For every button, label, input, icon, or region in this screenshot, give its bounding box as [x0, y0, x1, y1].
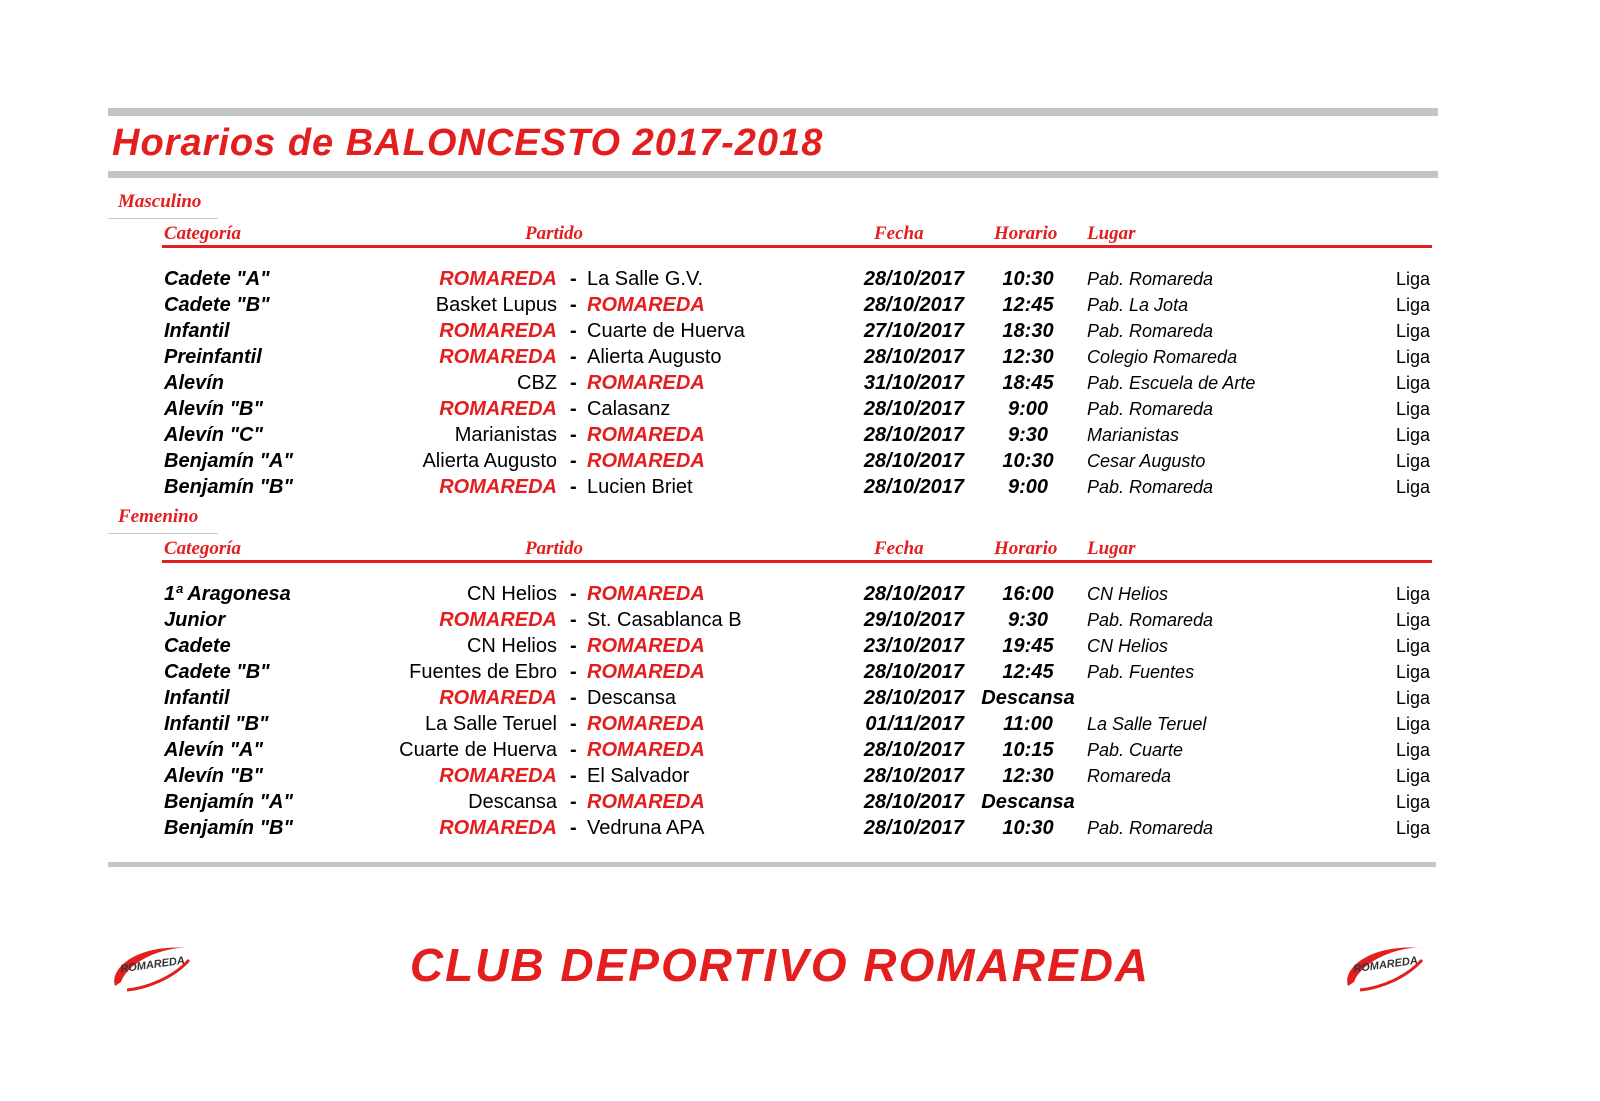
away-team-cell: Lucien Briet	[587, 476, 693, 498]
place-cell: Pab. Romareda	[1087, 477, 1214, 497]
home-team-cell: ROMAREDA	[439, 476, 557, 498]
place-cell: Pab. Romareda	[1087, 818, 1214, 838]
column-header-categoria: Categoría	[164, 538, 242, 559]
match-separator: -	[570, 268, 577, 290]
place-cell: Marianistas	[1087, 425, 1180, 445]
time-cell: 18:30	[1002, 320, 1054, 342]
date-cell: 28/10/2017	[863, 817, 964, 839]
date-cell: 28/10/2017	[863, 398, 964, 420]
table-row	[0, 396, 1600, 422]
top-rule	[108, 108, 1438, 116]
time-cell: 12:30	[1002, 765, 1054, 787]
home-team-cell: ROMAREDA	[439, 609, 557, 631]
table-row	[0, 607, 1600, 633]
table-row	[0, 474, 1600, 500]
time-cell: 10:30	[1002, 817, 1054, 839]
category-cell: Benjamín "A"	[164, 450, 293, 472]
competition-cell: Liga	[1395, 714, 1430, 734]
category-cell: Benjamín "A"	[164, 791, 293, 813]
match-separator: -	[570, 817, 577, 839]
category-cell: Infantil	[164, 320, 230, 342]
category-cell: Alevín "C"	[164, 424, 263, 446]
competition-cell: Liga	[1395, 269, 1430, 289]
place-cell: Pab. Romareda	[1087, 399, 1214, 419]
time-cell: 10:30	[1002, 268, 1054, 290]
competition-cell: Liga	[1395, 451, 1430, 471]
match-separator: -	[570, 739, 577, 761]
place-cell: Pab. Romareda	[1087, 610, 1214, 630]
place-cell: Colegio Romareda	[1087, 347, 1238, 367]
match-separator: -	[570, 398, 577, 420]
home-team-cell: ROMAREDA	[439, 268, 557, 290]
page-title: Horarios de BALONCESTO 2017-2018	[112, 122, 824, 164]
competition-cell: Liga	[1395, 425, 1430, 445]
time-cell: 9:30	[1007, 424, 1049, 446]
home-team-cell: La Salle Teruel	[425, 713, 557, 735]
category-cell: Alevín	[164, 372, 225, 394]
column-header-partido: Partido	[525, 223, 584, 244]
date-cell: 28/10/2017	[863, 476, 964, 498]
category-cell: 1ª Aragonesa	[164, 583, 291, 605]
column-header-lugar: Lugar	[1087, 223, 1136, 244]
home-team-cell: ROMAREDA	[439, 765, 557, 787]
category-cell: Infantil "B"	[164, 713, 269, 735]
date-cell: 27/10/2017	[863, 320, 964, 342]
time-cell: Descansa	[981, 791, 1075, 813]
match-separator: -	[570, 294, 577, 316]
place-cell: Pab. Romareda	[1087, 269, 1214, 289]
home-team-cell: CN Helios	[466, 583, 557, 605]
match-separator: -	[570, 635, 577, 657]
table-row	[0, 815, 1600, 841]
match-separator: -	[570, 424, 577, 446]
place-cell: La Salle Teruel	[1087, 714, 1207, 734]
match-separator: -	[570, 320, 577, 342]
category-cell: Benjamín "B"	[164, 817, 293, 839]
place-cell: CN Helios	[1087, 636, 1169, 656]
category-cell: Alevín "A"	[164, 739, 263, 761]
home-team-cell: Cuarte de Huerva	[399, 739, 557, 761]
table-row	[0, 685, 1600, 711]
competition-cell: Liga	[1395, 610, 1430, 630]
category-cell: Benjamín "B"	[164, 476, 293, 498]
category-cell: Cadete "B"	[164, 294, 270, 316]
away-team-cell: ROMAREDA	[587, 739, 705, 761]
time-cell: 9:30	[1007, 609, 1049, 631]
match-separator: -	[570, 687, 577, 709]
match-separator: -	[570, 476, 577, 498]
home-team-cell: Alierta Augusto	[422, 450, 557, 472]
column-header-categoria: Categoría	[164, 223, 242, 244]
date-cell: 28/10/2017	[863, 765, 964, 787]
table-row	[0, 659, 1600, 685]
away-team-cell: ROMAREDA	[587, 450, 705, 472]
section-label: Femenino	[118, 506, 199, 527]
match-separator: -	[570, 372, 577, 394]
table-row	[0, 448, 1600, 474]
competition-cell: Liga	[1395, 818, 1430, 838]
category-cell: Cadete "B"	[164, 661, 270, 683]
home-team-cell: ROMAREDA	[439, 398, 557, 420]
competition-cell: Liga	[1395, 792, 1430, 812]
table-row	[0, 344, 1600, 370]
time-cell: Descansa	[981, 687, 1075, 709]
date-cell: 28/10/2017	[863, 661, 964, 683]
time-cell: 19:45	[1002, 635, 1054, 657]
table-row	[0, 633, 1600, 659]
time-cell: 12:45	[1002, 294, 1054, 316]
place-cell: Pab. Cuarte	[1087, 740, 1184, 760]
away-team-cell: ROMAREDA	[587, 372, 705, 394]
competition-cell: Liga	[1395, 662, 1430, 682]
date-cell: 28/10/2017	[863, 791, 964, 813]
place-cell: Cesar Augusto	[1087, 451, 1206, 471]
date-cell: 28/10/2017	[863, 583, 964, 605]
away-team-cell: Calasanz	[587, 398, 671, 420]
table-row	[0, 763, 1600, 789]
time-cell: 12:45	[1002, 661, 1054, 683]
match-separator: -	[570, 713, 577, 735]
away-team-cell: ROMAREDA	[587, 583, 705, 605]
date-cell: 23/10/2017	[863, 635, 964, 657]
away-team-cell: St. Casablanca B	[587, 609, 742, 631]
competition-cell: Liga	[1395, 399, 1430, 419]
table-row	[0, 737, 1600, 763]
away-team-cell: ROMAREDA	[587, 424, 705, 446]
date-cell: 28/10/2017	[863, 424, 964, 446]
column-header-fecha: Fecha	[874, 223, 924, 244]
category-cell: Junior	[164, 609, 226, 631]
home-team-cell: ROMAREDA	[439, 320, 557, 342]
column-header-lugar: Lugar	[1087, 538, 1136, 559]
home-team-cell: Marianistas	[454, 424, 557, 446]
footer-title: CLUB DEPORTIVO ROMAREDA	[409, 939, 1151, 991]
place-cell: Pab. La Jota	[1087, 295, 1189, 315]
away-team-cell: El Salvador	[587, 765, 690, 787]
away-team-cell: ROMAREDA	[587, 294, 705, 316]
away-team-cell: Descansa	[587, 687, 676, 709]
competition-cell: Liga	[1395, 373, 1430, 393]
time-cell: 11:00	[1003, 713, 1053, 735]
match-separator: -	[570, 346, 577, 368]
table-row	[0, 422, 1600, 448]
date-cell: 29/10/2017	[863, 609, 964, 631]
table-row	[0, 318, 1600, 344]
category-cell: Alevín "B"	[164, 398, 263, 420]
date-cell: 28/10/2017	[863, 346, 964, 368]
away-team-cell: ROMAREDA	[587, 661, 705, 683]
match-separator: -	[570, 661, 577, 683]
logo-text: ROMAREDA	[1352, 954, 1419, 976]
column-header-partido: Partido	[525, 538, 584, 559]
place-cell: Pab. Escuela de Arte	[1087, 373, 1256, 393]
away-team-cell: ROMAREDA	[587, 635, 705, 657]
date-cell: 31/10/2017	[863, 372, 964, 394]
competition-cell: Liga	[1395, 477, 1430, 497]
time-cell: 12:30	[1002, 346, 1054, 368]
title-rule	[108, 171, 1438, 178]
table-row	[0, 581, 1600, 607]
place-cell: Romareda	[1087, 766, 1172, 786]
time-cell: 10:15	[1002, 739, 1054, 761]
away-team-cell: Vedruna APA	[587, 817, 705, 839]
header-rule	[162, 560, 1432, 563]
competition-cell: Liga	[1395, 636, 1430, 656]
column-header-fecha: Fecha	[874, 538, 924, 559]
header-rule	[162, 245, 1432, 248]
table-row	[0, 789, 1600, 815]
date-cell: 28/10/2017	[863, 268, 964, 290]
place-cell: Pab. Romareda	[1087, 321, 1214, 341]
home-team-cell: ROMAREDA	[439, 817, 557, 839]
time-cell: 18:45	[1002, 372, 1054, 394]
date-cell: 01/11/2017	[865, 713, 964, 735]
home-team-cell: Fuentes de Ebro	[409, 661, 557, 683]
table-row	[0, 370, 1600, 396]
home-team-cell: Descansa	[468, 791, 557, 813]
away-team-cell: La Salle G.V.	[587, 268, 704, 290]
match-separator: -	[570, 791, 577, 813]
place-cell: CN Helios	[1087, 584, 1169, 604]
section-underline	[108, 533, 218, 534]
date-cell: 28/10/2017	[863, 294, 964, 316]
time-cell: 9:00	[1007, 476, 1049, 498]
logo-text: ROMAREDA	[119, 954, 186, 976]
match-separator: -	[570, 583, 577, 605]
table-row	[0, 711, 1600, 737]
home-team-cell: CN Helios	[466, 635, 557, 657]
home-team-cell: CBZ	[517, 372, 557, 394]
date-cell: 28/10/2017	[863, 687, 964, 709]
time-cell: 16:00	[1002, 583, 1054, 605]
date-cell: 28/10/2017	[863, 739, 964, 761]
table-row	[0, 266, 1600, 292]
match-separator: -	[570, 609, 577, 631]
table-row	[0, 292, 1600, 318]
column-header-horario: Horario	[994, 538, 1058, 559]
competition-cell: Liga	[1395, 321, 1430, 341]
away-team-cell: Cuarte de Huerva	[587, 320, 745, 342]
date-cell: 28/10/2017	[863, 450, 964, 472]
category-cell: Cadete "A"	[164, 268, 270, 290]
competition-cell: Liga	[1395, 347, 1430, 367]
club-logo-left	[107, 938, 193, 994]
time-cell: 10:30	[1002, 450, 1054, 472]
competition-cell: Liga	[1395, 740, 1430, 760]
match-separator: -	[570, 765, 577, 787]
competition-cell: Liga	[1395, 584, 1430, 604]
competition-cell: Liga	[1395, 295, 1430, 315]
section-underline	[108, 218, 218, 219]
place-cell: Pab. Fuentes	[1087, 662, 1195, 682]
away-team-cell: Alierta Augusto	[587, 346, 722, 368]
category-cell: Preinfantil	[164, 346, 262, 368]
bottom-rule	[108, 862, 1436, 867]
home-team-cell: ROMAREDA	[439, 346, 557, 368]
category-cell: Infantil	[164, 687, 230, 709]
match-separator: -	[570, 450, 577, 472]
away-team-cell: ROMAREDA	[587, 713, 705, 735]
column-header-horario: Horario	[994, 223, 1058, 244]
home-team-cell: ROMAREDA	[439, 687, 557, 709]
category-cell: Cadete	[164, 635, 231, 657]
category-cell: Alevín "B"	[164, 765, 263, 787]
club-logo-right	[1340, 938, 1426, 994]
competition-cell: Liga	[1395, 688, 1430, 708]
section-label: Masculino	[118, 191, 202, 212]
away-team-cell: ROMAREDA	[587, 791, 705, 813]
time-cell: 9:00	[1007, 398, 1049, 420]
home-team-cell: Basket Lupus	[435, 294, 557, 316]
competition-cell: Liga	[1395, 766, 1430, 786]
